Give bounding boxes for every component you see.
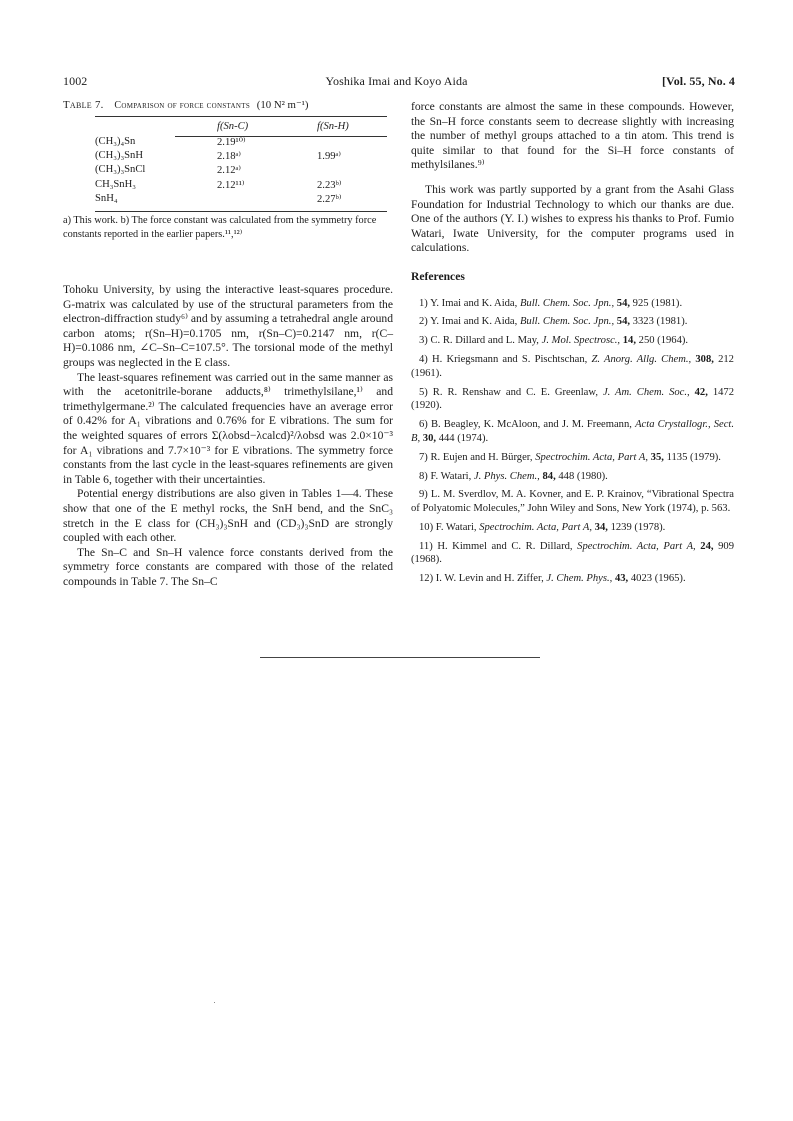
snc-cell: 2.18ᵃ⁾ xyxy=(217,151,242,163)
ref-journal: J. Phys. Chem., xyxy=(473,470,540,482)
body-paragraph: force constants are almost the same in these compounds. However, the Sn–H force constants seem to decrease slightly with increasing the number of methyl groups attached to a tin atom. This trend is quite similar to that found for the Si–H force constants of methylsilanes.⁹⁾ xyxy=(411,100,734,172)
ref-authors: H. Kimmel and C. R. Dillard, xyxy=(437,540,573,552)
ref-number: 1) xyxy=(419,297,428,309)
ref-journal: Spectrochim. Acta, Part A, xyxy=(479,521,592,533)
body-paragraph: Tohoku University, by using the interactive least-squares procedure. G-matrix was calculated by use of the structural parameters from the electron-diffraction study⁶⁾ and by assuming a tetrahedral angle around carbon atoms; r(Sn–H)=0.1705 nm, r(Sn–C)=0.2147 nm, r(C–H)=0.1086 nm, ∠C–Sn–C=107.5°. The torsional mode of the methyl groups was neglected in the E class. xyxy=(63,283,393,369)
ref-authors: R. Eujen and H. Bürger, xyxy=(430,451,533,463)
table-row xyxy=(95,150,387,164)
ref-pages-year: 1239 (1978). xyxy=(610,521,666,533)
snh-cell: 1.99ᵃ⁾ xyxy=(317,151,342,163)
snc-cell xyxy=(207,193,317,207)
ref-number: 11) xyxy=(419,540,433,552)
ref-number: 12) xyxy=(419,573,434,585)
table-row xyxy=(95,179,387,193)
ref-number: 7) xyxy=(419,451,428,463)
ref-volume: 35, xyxy=(650,451,664,463)
ref-volume: 308, xyxy=(695,353,714,365)
reference-item xyxy=(411,418,734,446)
ref-journal: Spectrochim. Acta, Part A, xyxy=(577,540,696,552)
ref-journal: Bull. Chem. Soc. Jpn., xyxy=(519,316,615,328)
col-header-snh: f(Sn-H) xyxy=(317,121,349,132)
compound-cell: SnH₄ xyxy=(95,192,118,204)
ref-pages-year: 250 (1964). xyxy=(638,335,689,347)
table-top-rule xyxy=(95,116,387,117)
ref-number: 9) xyxy=(419,489,428,501)
reference-item xyxy=(411,470,734,484)
left-column xyxy=(63,283,393,589)
reference-item xyxy=(411,451,734,465)
ref-pages-year: 448 (1980). xyxy=(558,470,608,482)
ref-authors: I. W. Levin and H. Ziffer, xyxy=(435,573,544,585)
ref-volume: 42, xyxy=(694,386,708,398)
ref-pages-year: 444 (1974). xyxy=(438,432,489,444)
snc-cell: 2.12ᵃ⁾ xyxy=(217,165,242,177)
reference-item xyxy=(411,334,734,348)
ref-authors: C. R. Dillard and L. May, xyxy=(430,335,539,347)
ref-volume: 54, xyxy=(616,297,631,309)
reference-item xyxy=(411,315,734,329)
reference-item xyxy=(411,297,734,311)
snc-cell: 2.12¹¹⁾ xyxy=(217,179,245,191)
ref-pages-year: 1472 (1920). xyxy=(411,386,734,412)
ref-journal: J. Mol. Spectrosc., xyxy=(541,335,621,347)
references-heading: References xyxy=(411,269,465,283)
ref-pages-year: 212 (1961). xyxy=(411,353,734,379)
ref-volume: 24, xyxy=(700,540,714,552)
ref-authors: B. Beagley, K. McAloon, and J. M. Freemann, xyxy=(430,419,632,431)
ref-number: 5) xyxy=(419,386,428,398)
acknowledgment: This work was partly supported by a grant from the Asahi Glass Foundation for Industrial Technology to which our thanks are due. One of the authors (Y. I.) wishes to express his thanks to Prof. Fumio Watari, Iwate University, for the computer programs used in calculations. xyxy=(411,182,734,255)
ref-volume: 30, xyxy=(422,432,437,444)
ref-authors: L. M. Sverdlov, M. A. Kovner, and E. P. Krainov, “Vibrational Spectra of Polyatomic Molecules,” John Wiley and Sons, New York (1974), p. 563. xyxy=(411,489,734,515)
snc-cell: 2.19¹⁰⁾ xyxy=(217,137,246,148)
ref-number: 4) xyxy=(419,353,428,365)
ref-pages-year: 1135 (1979). xyxy=(666,451,721,463)
body-paragraph: The least-squares refinement was carried out in the same manner as with the acetonitrile-borane adducts,⁸⁾ trimethylsilane,¹⁾ and trimethylgermane.²⁾ The calculated frequencies have an average error of 0.42% for A₁ vibrations and 0.76% for E vibrations. The sum for the weighted squares of errors Σ(λobsd−λcalcd)²/λobsd was 2.0×10⁻³ for A₁ vibrations and 7.7×10⁻³ for E vibrations. The symmetry force constants from the last cycle in the least-squares refinements are given in Table 6, together with their uncertainties. xyxy=(63,370,393,486)
ref-journal: J. Chem. Phys., xyxy=(546,573,613,585)
table-row xyxy=(95,193,387,207)
ref-number: 8) xyxy=(419,470,428,482)
table-units: (10 N² m⁻¹) xyxy=(256,99,309,111)
ref-authors: H. Kriegsmann and S. Pischtschan, xyxy=(432,353,588,365)
ref-pages-year: 909 (1968). xyxy=(411,540,734,566)
table-row xyxy=(95,164,387,178)
body-paragraph: Potential energy distributions are also given in Tables 1—4. These show that one of the E methyl rocks, the SnH bend, and the SnC₃ stretch in the E class for (CH₃)₃SnH and (CD₃)₃SnD are strongly coupled with each other. xyxy=(63,487,393,545)
ref-authors: F. Watari, xyxy=(430,470,472,482)
ref-journal: Z. Anorg. Allg. Chem., xyxy=(591,353,692,365)
ref-volume: 34, xyxy=(594,521,608,533)
compound-cell: (CH₃)₄Sn xyxy=(95,136,136,147)
compound-cell: CH₃SnH₃ xyxy=(95,178,136,190)
snh-cell xyxy=(317,136,387,150)
ref-authors: Y. Imai and K. Aida, xyxy=(430,316,518,328)
table-number: Table 7. xyxy=(63,99,104,111)
compound-cell: (CH₃)₃SnCl xyxy=(95,164,146,176)
table-row xyxy=(95,136,387,150)
reference-item xyxy=(411,521,734,535)
reference-list xyxy=(411,297,734,587)
ref-journal: Bull. Chem. Soc. Jpn., xyxy=(519,297,615,309)
table-footnote: a) This work. b) The force constant was calculated from the symmetry force constants reported in the earlier papers.¹¹,¹²⁾ xyxy=(63,215,377,240)
snh-cell xyxy=(317,164,387,178)
running-authors: Yoshika Imai and Koyo Aida xyxy=(325,74,468,88)
table-body xyxy=(95,136,387,207)
ref-journal: Acta Crystallogr., Sect. B, xyxy=(411,419,735,444)
speck xyxy=(214,1002,215,1003)
ref-journal: J. Am. Chem. Soc., xyxy=(602,386,690,398)
body-paragraph: The Sn–C and Sn–H valence force constants derived from the symmetry force constants are compared with those of the related compounds in Table 7. The Sn–C xyxy=(63,545,393,588)
table-title: Comparison of force constants xyxy=(114,100,251,111)
ref-volume: 84, xyxy=(542,470,556,482)
reference-item xyxy=(411,572,734,586)
volume-issue: [Vol. 55, No. 4 xyxy=(661,74,735,88)
compound-cell: (CH₃)₃SnH xyxy=(95,150,143,162)
ref-volume: 54, xyxy=(616,316,631,328)
ref-volume: 14, xyxy=(622,335,636,347)
ref-number: 3) xyxy=(419,335,428,347)
ref-number: 6) xyxy=(419,419,428,431)
ref-number: 10) xyxy=(419,521,434,533)
page-number: 1002 xyxy=(63,74,88,88)
ref-pages-year: 4023 (1965). xyxy=(630,573,686,585)
snh-cell: 2.27ᵇ⁾ xyxy=(317,193,342,205)
table-header-row xyxy=(95,118,387,136)
reference-item xyxy=(411,386,734,414)
reference-item xyxy=(411,353,734,381)
ref-pages-year: 925 (1981). xyxy=(632,297,683,309)
reference-item xyxy=(411,540,734,568)
ref-authors: Y. Imai and K. Aida, xyxy=(430,297,518,309)
ref-volume: 43, xyxy=(614,573,629,585)
reference-item xyxy=(411,488,734,516)
force-constant-table xyxy=(95,118,387,207)
ref-pages-year: 3323 (1981). xyxy=(632,316,688,328)
ref-authors: R. R. Renshaw and C. E. Greenlaw, xyxy=(432,386,598,398)
ref-number: 2) xyxy=(419,316,428,328)
right-column xyxy=(411,100,734,591)
col-header-snc: f(Sn-C) xyxy=(217,121,249,132)
end-rule xyxy=(260,657,540,658)
ref-authors: F. Watari, xyxy=(435,521,477,533)
table-caption xyxy=(63,98,393,111)
snh-cell: 2.23ᵇ⁾ xyxy=(317,179,342,191)
table-bottom-rule xyxy=(95,211,387,212)
ref-journal: Spectrochim. Acta, Part A, xyxy=(535,451,649,463)
